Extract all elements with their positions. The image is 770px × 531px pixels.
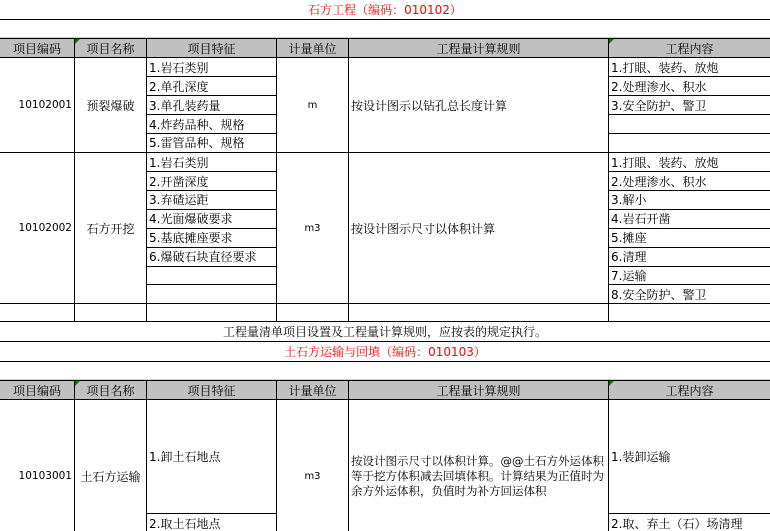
item-code: 10103001 xyxy=(18,470,72,482)
header-name: 项目名称 xyxy=(75,381,146,399)
comment-marker xyxy=(609,39,614,44)
feature-line: 3.单孔装药量 xyxy=(149,99,221,113)
header-code: 项目编码 xyxy=(0,39,74,57)
content-line: 3.解小 xyxy=(611,193,647,207)
feature-line: 4.炸药品种、规格 xyxy=(149,118,245,132)
header-content: 工程内容 xyxy=(609,39,770,57)
header-code: 项目编码 xyxy=(0,381,74,399)
feature-line: 1.岩石类别 xyxy=(149,156,209,170)
header-name: 项目名称 xyxy=(75,39,146,57)
item-name: 土石方运输 xyxy=(80,469,141,484)
header-rule: 工程量计算规则 xyxy=(349,381,608,399)
feature-line: 6.爆破石块直径要求 xyxy=(149,250,257,264)
content-line: 8.安全防护、警卫 xyxy=(611,288,707,302)
item-rule: 按设计图示尺寸以体积计算 xyxy=(351,221,496,236)
feature-line: 1.岩石类别 xyxy=(149,61,209,75)
feature-line: 3.弃碴运距 xyxy=(149,193,209,207)
feature-line: 5.基底摊座要求 xyxy=(149,231,233,245)
comment-marker xyxy=(75,39,80,44)
comment-marker xyxy=(75,381,80,386)
item-rule: 按设计图示尺寸以体积计算。@@土石方外运体积等于挖方体积减去回填体积。计算结果为正值时为余方外运体积，负值时为补方回运体积 xyxy=(351,453,604,498)
section-title: 石方工程（编码：010102） xyxy=(308,3,462,17)
content-line: 2.处理渗水、积水 xyxy=(611,80,707,94)
feature-line: 1.卸土石地点 xyxy=(149,450,221,464)
item-code: 10102001 xyxy=(18,99,72,111)
header-features: 项目特征 xyxy=(147,381,276,399)
header-content: 工程内容 xyxy=(609,381,770,399)
item-code: 10102002 xyxy=(18,222,72,234)
content-line: 4.岩石开凿 xyxy=(611,212,671,226)
item-unit: m xyxy=(307,99,318,111)
content-line: 2.取、弃土（石）场清理 xyxy=(611,517,743,531)
content-line: 3.安全防护、警卫 xyxy=(611,99,707,113)
content-line: 2.处理渗水、积水 xyxy=(611,175,707,189)
content-line: 1.打眼、装药、放炮 xyxy=(611,61,719,75)
content-line: 1.打眼、装药、放炮 xyxy=(611,156,719,170)
item-unit: m3 xyxy=(304,222,321,234)
feature-line: 5.雷管品种、规格 xyxy=(149,136,245,150)
content-line: 5.摊座 xyxy=(611,231,647,245)
item-name: 预裂爆破 xyxy=(86,98,135,113)
note-text: 工程量清单项目设置及工程量计算规则，应按表的规定执行。 xyxy=(222,325,547,339)
item-name: 石方开挖 xyxy=(86,221,135,236)
content-line: 6.清理 xyxy=(611,250,647,264)
feature-line: 2.单孔深度 xyxy=(149,80,209,94)
content-line: 7.运输 xyxy=(611,269,647,283)
content-line: 1.装卸运输 xyxy=(611,450,671,464)
header-rule: 工程量计算规则 xyxy=(349,39,608,57)
header-unit: 计量单位 xyxy=(277,39,348,57)
item-unit: m3 xyxy=(304,470,321,482)
feature-line: 4.光面爆破要求 xyxy=(149,212,233,226)
section-title: 土石方运输与回填（编码：010103） xyxy=(284,345,486,359)
header-unit: 计量单位 xyxy=(277,381,348,399)
feature-line: 2.开凿深度 xyxy=(149,175,209,189)
item-rule: 按设计图示以钻孔总长度计算 xyxy=(351,98,508,113)
feature-line: 2.取土石地点 xyxy=(149,517,221,531)
comment-marker xyxy=(609,381,614,386)
header-features: 项目特征 xyxy=(147,39,276,57)
